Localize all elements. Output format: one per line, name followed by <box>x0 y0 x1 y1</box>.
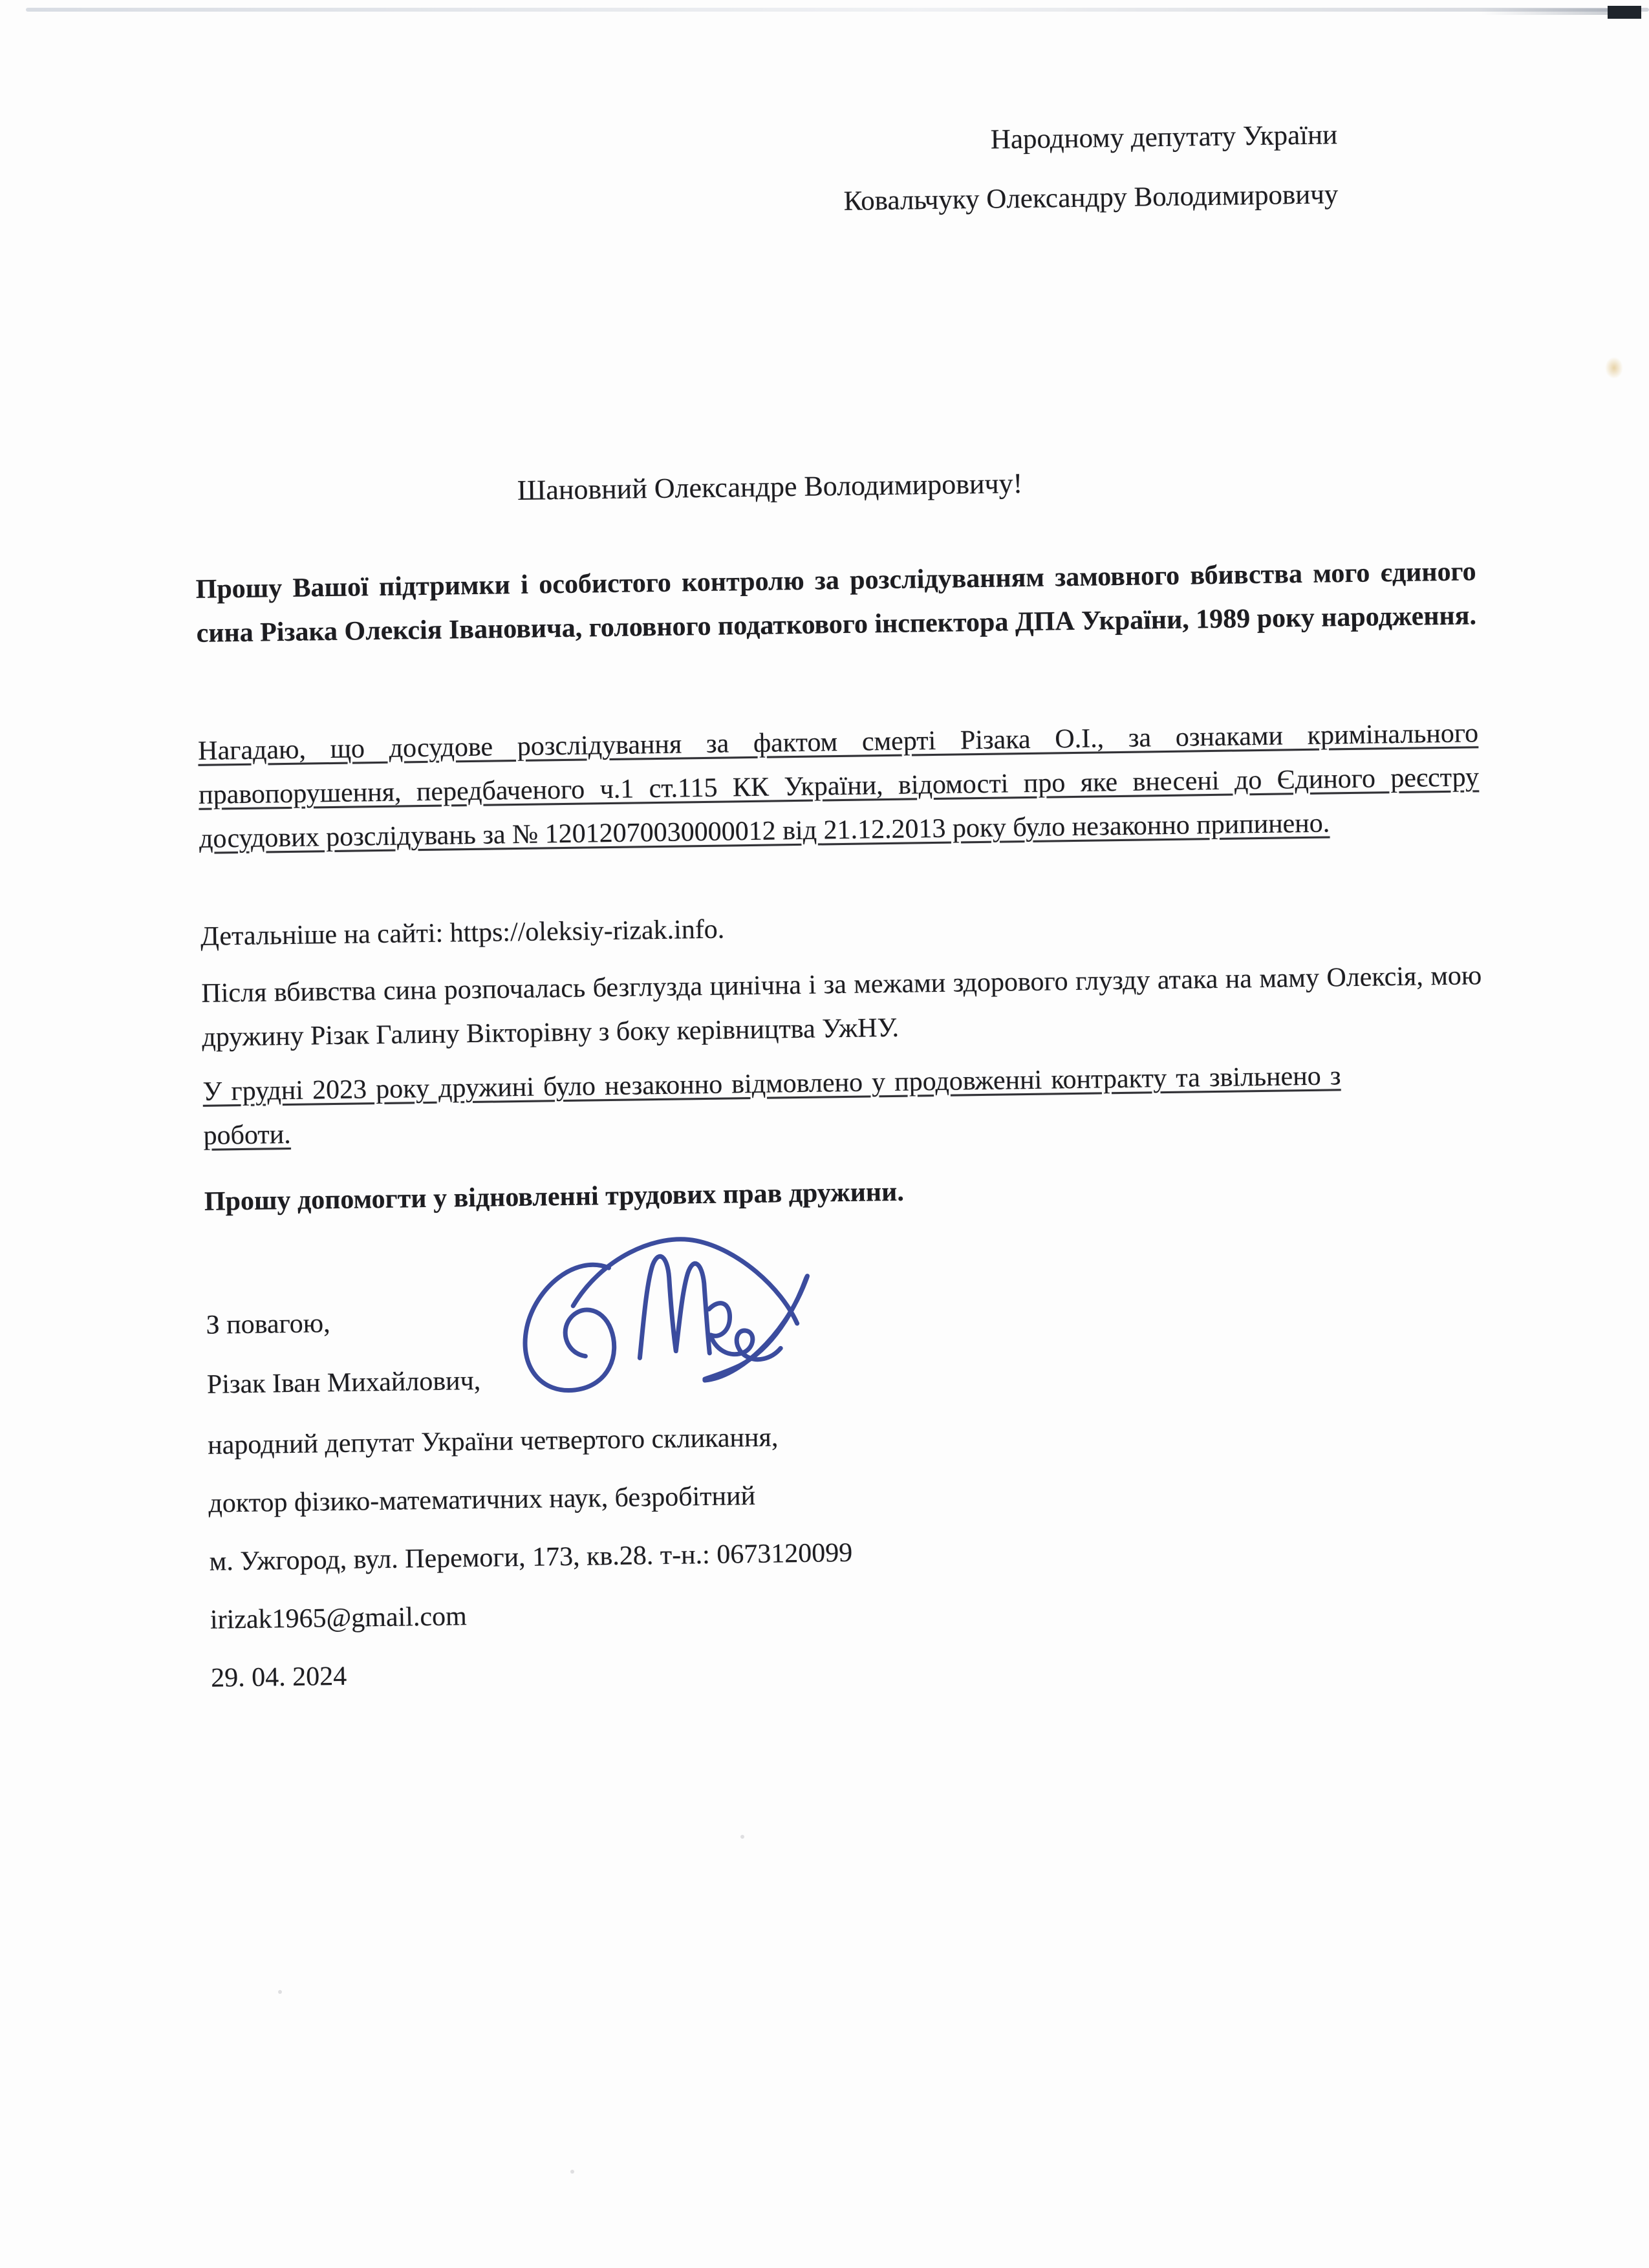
paragraph-request-support: Прошу Вашої підтримки і особистого контролю за розслідуванням замовного вбивства мого єдиного сина Різака Олексія Івановича, головного податкового інспектора ДПА України, 1989 року народження. <box>195 557 1477 648</box>
signer-address-phone: м. Ужгород, вул. Перемоги, 173, кв.28. т-н.: 0673120099 <box>209 1537 853 1577</box>
paragraph-website: Детальніше на сайті: https://oleksiy-rizak.info. <box>200 914 725 952</box>
scan-speck-tan <box>1605 357 1623 379</box>
recipient-block <box>189 103 1471 241</box>
scan-edge-line <box>26 8 1649 12</box>
signer-title-doctor: доктор фізико-математичних наук, безробітний <box>208 1481 756 1519</box>
scan-speck <box>278 1990 282 1994</box>
signer-title-deputy: народний депутат України четвертого скликання, <box>207 1422 779 1460</box>
recipient-line-2: Ковальчуку Олександру Володимировичу <box>843 179 1339 217</box>
signer-email: irizak1965@gmail.com <box>210 1601 468 1635</box>
paragraph-investigation-reminder: Нагадаю, що досудове розслідування за фактом смерті Різака О.І., за ознаками кримінального правопорушення, передбаченого ч.1 ст.115 КК України, відомості про яке внесені до Єдиного реєстру досудових розслідувань за № 12012070030000012 від 21.12.2013 року було незаконно припинено. <box>197 718 1480 854</box>
paragraph-attack-on-wife: Після вбивства сина розпочалась безглузда цинічна і за межами здорового глузду атака на маму Олексія, мою дружину Різак Галину Вікторівну з боку керівництва УжНУ. <box>201 961 1482 1053</box>
scan-speck <box>570 2170 574 2174</box>
recipient-line-1: Народному депутату України <box>990 120 1338 155</box>
salutation: Шановний Олександре Володимировичу! <box>517 467 1023 506</box>
signature-stroke-zigzag <box>638 1256 709 1358</box>
letter-date: 29. 04. 2024 <box>210 1661 347 1693</box>
signature-stroke-oval <box>524 1265 614 1391</box>
scan-artifact-smudge <box>1481 8 1608 15</box>
paragraph-help-request: Прошу допомогти у відновленні трудових прав дружини. <box>204 1177 905 1217</box>
closing-phrase: З повагою, <box>206 1309 330 1340</box>
scan-artifact-bar <box>1608 6 1641 19</box>
signature-ink <box>510 1225 817 1403</box>
letter-content <box>188 0 1500 2268</box>
paragraph-contract-termination: У грудні 2023 року дружині було незаконно відмовлено у продовженні контракту та звільнено з роботи. <box>202 1061 1341 1151</box>
scan-speck <box>740 1835 744 1839</box>
signature-stroke-loops <box>709 1302 781 1360</box>
signer-name: Різак Іван Михайлович, <box>206 1365 481 1400</box>
signature-stroke-flourish <box>704 1276 809 1380</box>
